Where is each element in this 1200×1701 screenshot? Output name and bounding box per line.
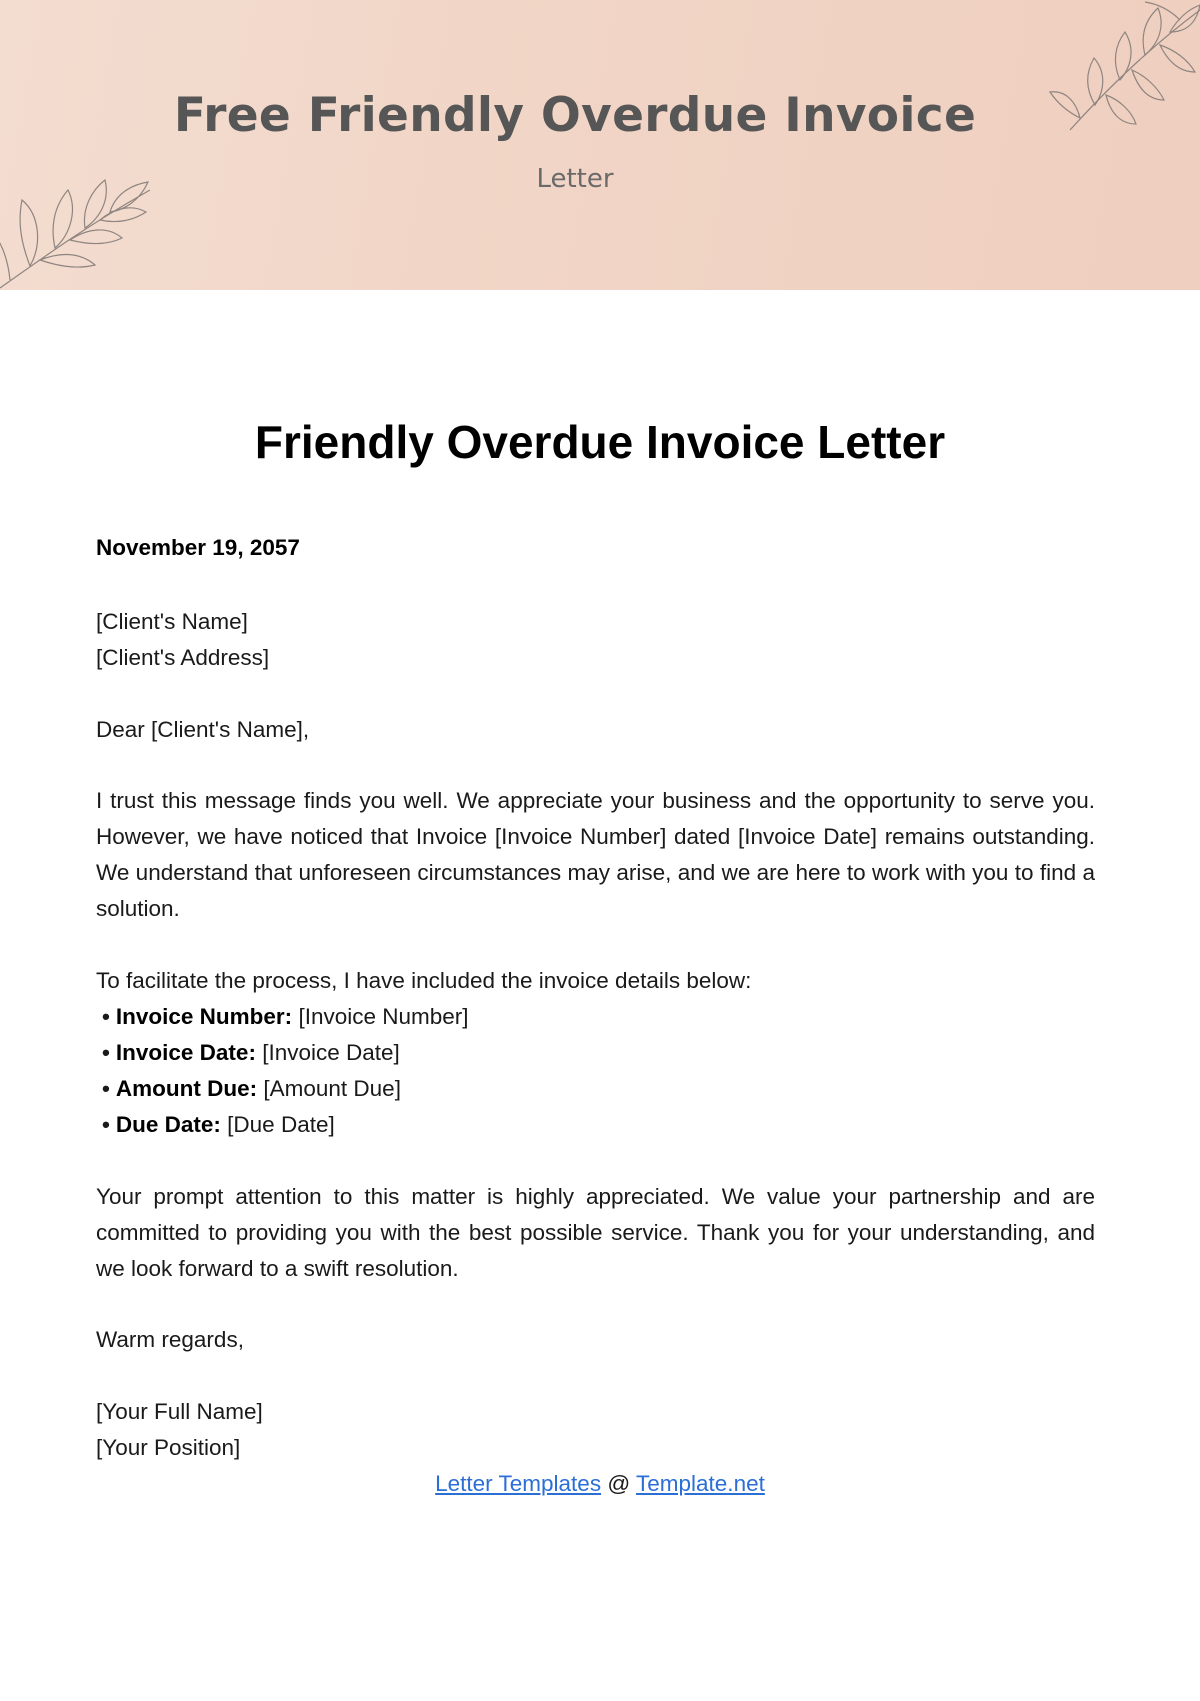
client-block: [96, 604, 1095, 676]
list-item: [102, 999, 469, 1035]
sender-name: [Your Full Name]: [96, 1399, 263, 1424]
detail-label: Invoice Number:: [115, 1004, 293, 1029]
detail-value: [Amount Due]: [257, 1076, 401, 1101]
client-name: [Client's Name]: [96, 609, 248, 634]
letter-date: November 19, 2057: [96, 535, 300, 560]
letter-templates-link[interactable]: Letter Templates: [435, 1471, 602, 1496]
detail-value: [Invoice Number]: [292, 1004, 469, 1029]
bullet-icon: •: [102, 1076, 110, 1101]
footer-separator: @: [601, 1471, 637, 1496]
paragraph-intro: I trust this message finds you well. We appreciate your business and the opportunity to serve you. However, we have noticed that Invoice [Invoice Number] dated [Invoice Date] remains outstanding. We understand that unforeseen circumstances may arise, and we are here to work with you to find a solution.: [96, 788, 1095, 921]
invoice-details-list: [102, 999, 469, 1143]
signature-block: [96, 1394, 1095, 1466]
bullet-icon: •: [102, 1040, 110, 1065]
letter-title: Friendly Overdue Invoice Letter: [254, 416, 946, 468]
leafy-branch-left-icon: [0, 120, 170, 290]
detail-value: [Due Date]: [220, 1112, 335, 1137]
bullet-icon: •: [102, 1004, 110, 1029]
details-intro: To facilitate the process, I have included the invoice details below:: [96, 968, 752, 993]
detail-label: Invoice Date:: [115, 1040, 256, 1065]
list-item: [102, 1107, 469, 1143]
footer: [0, 1466, 1200, 1502]
banner-subtitle: Letter: [536, 164, 614, 194]
list-item: [102, 1071, 469, 1107]
salutation: Dear [Client's Name],: [96, 717, 310, 742]
sender-position: [Your Position]: [96, 1435, 241, 1460]
closing-phrase: Warm regards,: [96, 1327, 244, 1352]
banner-title: Free Friendly Overdue Invoice: [173, 88, 977, 143]
template-net-link[interactable]: Template.net: [636, 1471, 765, 1496]
detail-label: Amount Due:: [115, 1076, 258, 1101]
header-banner: [0, 0, 1200, 290]
detail-value: [Invoice Date]: [255, 1040, 400, 1065]
detail-label: Due Date:: [115, 1112, 221, 1137]
bullet-icon: •: [102, 1112, 110, 1137]
client-address: [Client's Address]: [96, 645, 270, 670]
list-item: [102, 1035, 469, 1071]
paragraph-closing: Your prompt attention to this matter is highly appreciated. We value your partnership and are committed to providing you with the best possible service. Thank you for your understanding, and we look forward to a swift resolution.: [96, 1184, 1095, 1281]
